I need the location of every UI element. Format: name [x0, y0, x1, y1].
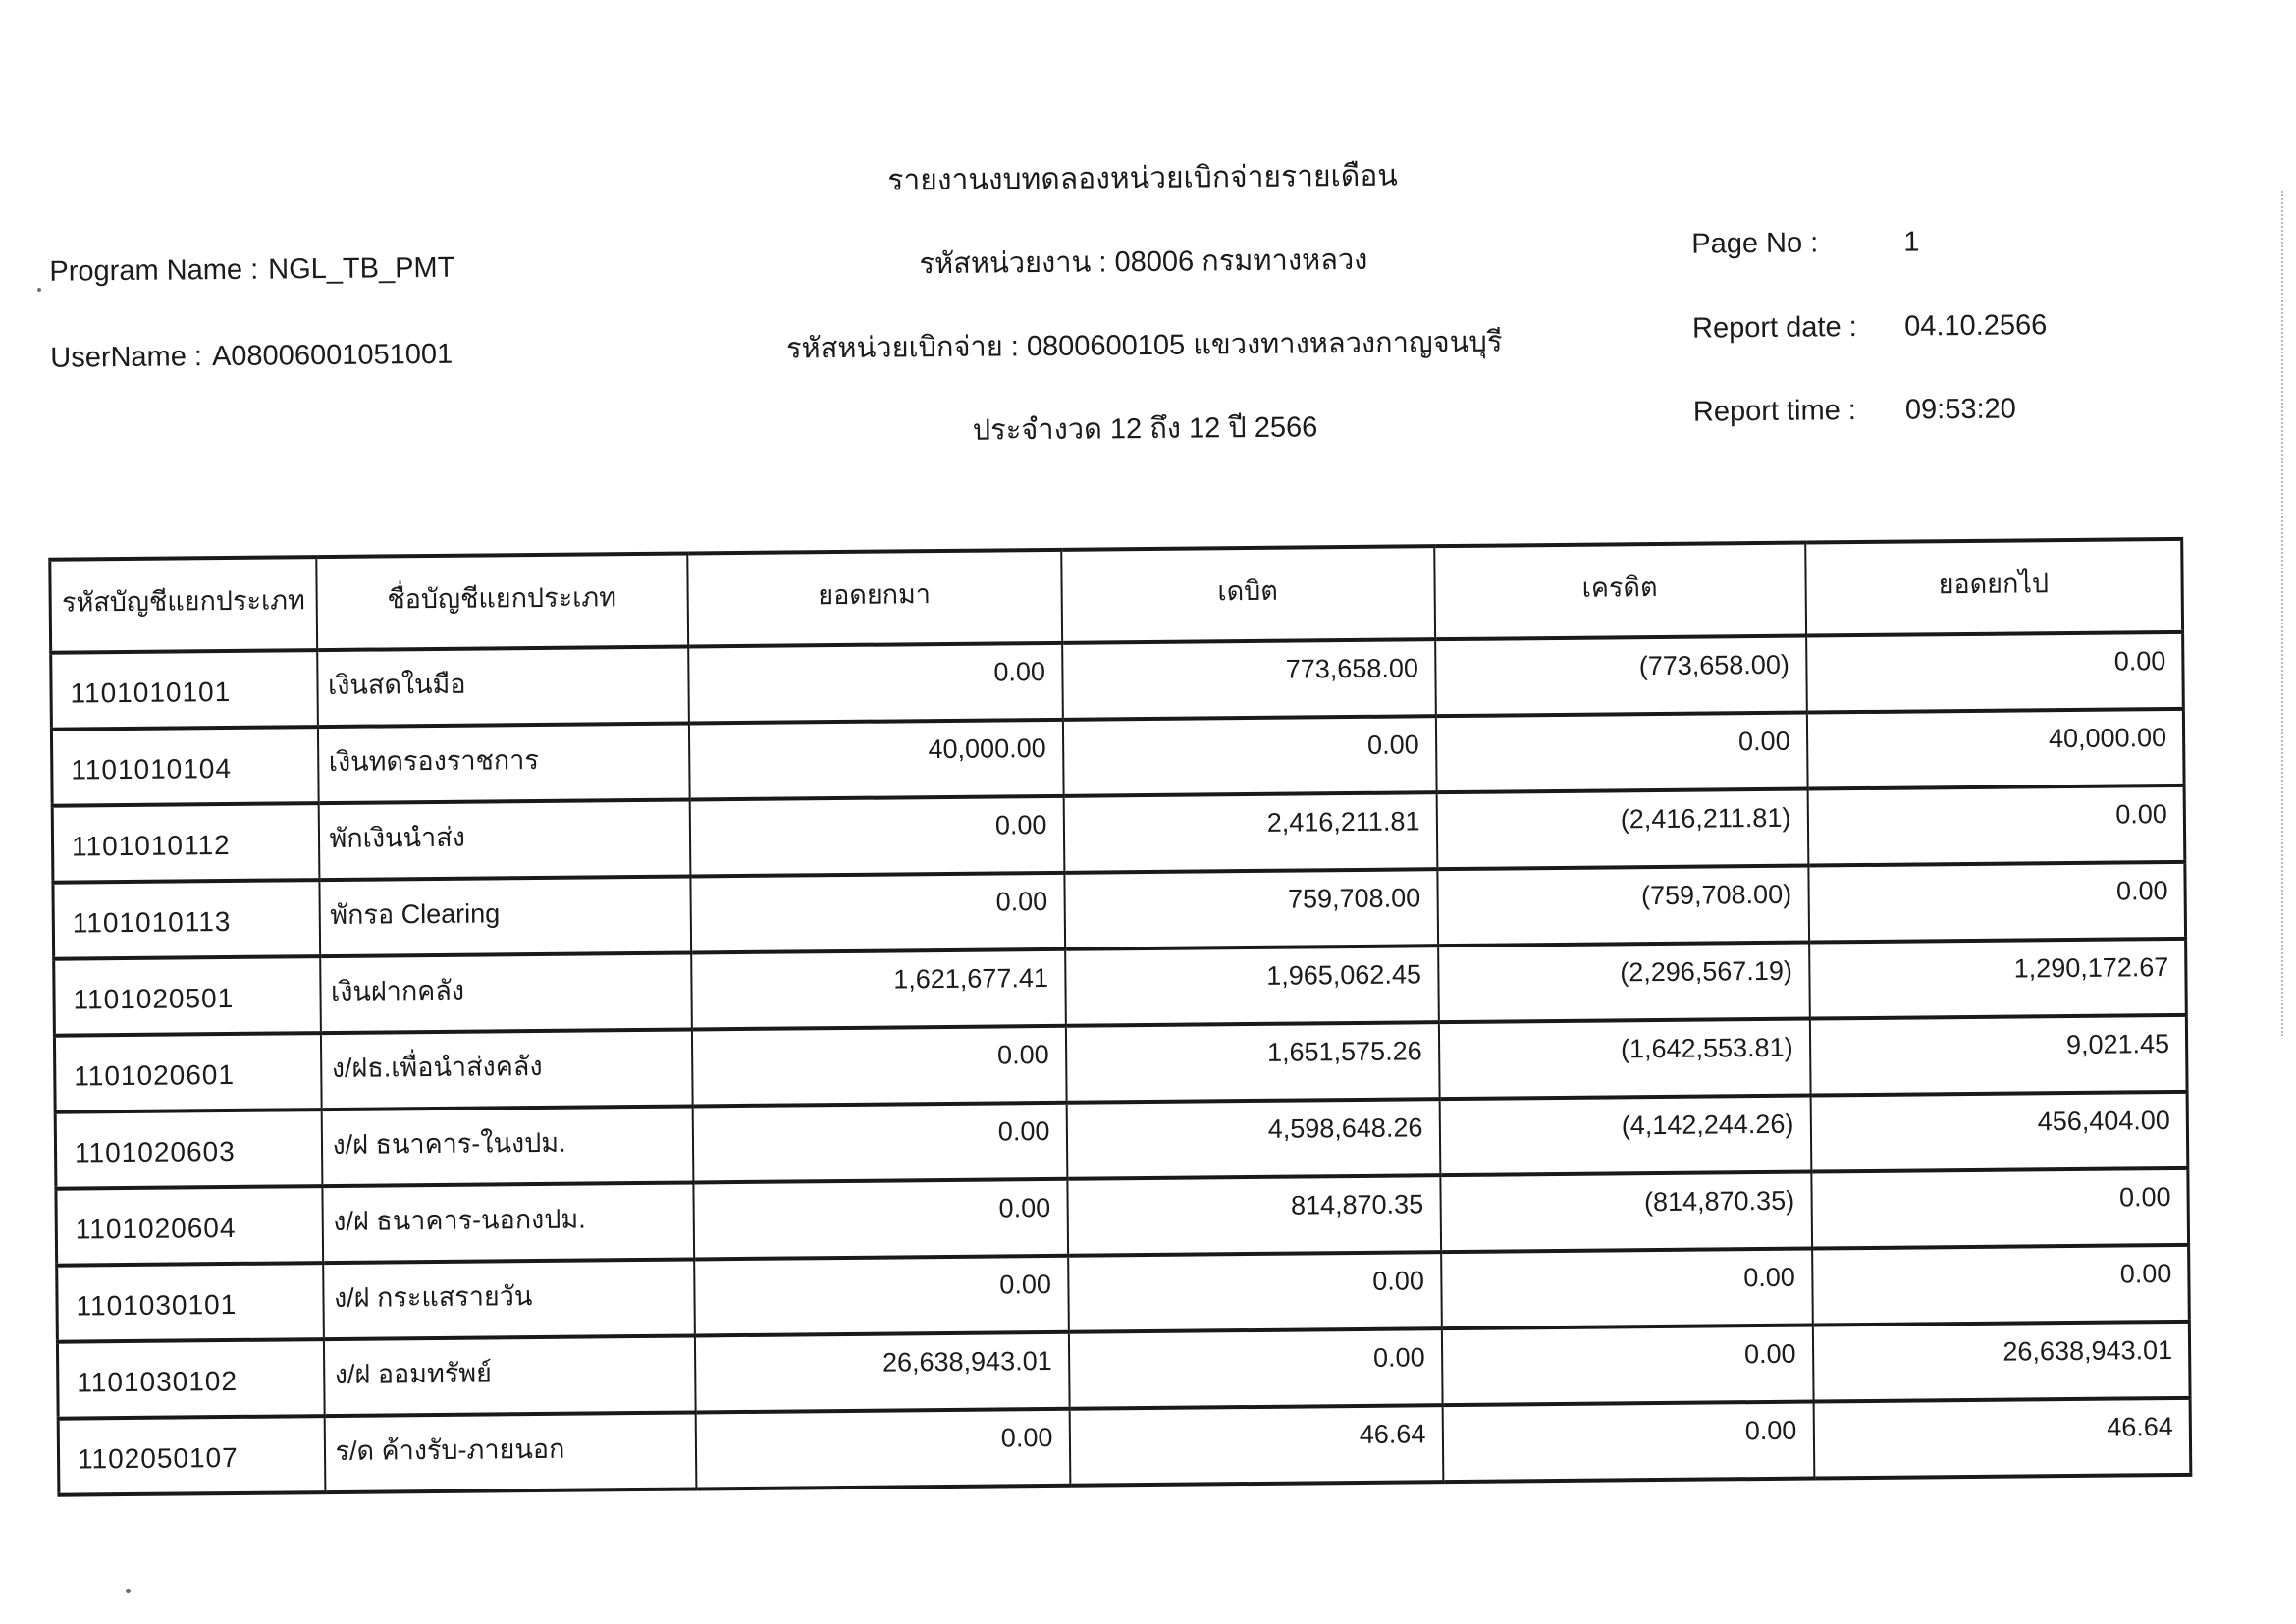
brought-forward-cell: 0.00: [691, 1026, 1066, 1107]
credit-cell: 0.00: [1442, 1402, 1814, 1483]
account-code-cell: 1101030102: [57, 1339, 324, 1419]
debit-cell: 46.64: [1069, 1405, 1443, 1486]
carried-forward-cell: 9,021.45: [1809, 1015, 2187, 1096]
report-time-value: 09:53:20: [1904, 393, 2017, 426]
account-code-cell: 1101020604: [56, 1186, 323, 1266]
debit-cell: 0.00: [1068, 1328, 1442, 1409]
scan-edge-dotted-line: [2281, 191, 2283, 1036]
carried-forward-cell: 0.00: [1811, 1168, 2189, 1249]
brought-forward-cell: 26,638,943.01: [694, 1332, 1069, 1413]
brought-forward-cell: 40,000.00: [688, 720, 1063, 800]
debit-cell: 1,965,062.45: [1065, 946, 1439, 1026]
debit-cell: 759,708.00: [1064, 869, 1438, 949]
carried-forward-cell: 46.64: [1813, 1398, 2191, 1479]
account-code-cell: 1101020501: [54, 956, 321, 1036]
account-code-cell: 1101010104: [51, 727, 318, 806]
brought-forward-cell: 0.00: [693, 1179, 1068, 1260]
program-name-label: Program Name :: [49, 253, 259, 288]
account-code-cell: 1101020601: [54, 1033, 321, 1112]
account-name-cell: ง/ฝ ธนาคาร-ในงปม.: [321, 1106, 693, 1186]
account-name-cell: ง/ฝ ธนาคาร-นอกงปม.: [322, 1182, 694, 1263]
brought-forward-cell: 0.00: [690, 873, 1065, 953]
credit-cell: (773,658.00): [1435, 636, 1807, 717]
brought-forward-cell: 0.00: [695, 1409, 1070, 1489]
username-line: [50, 339, 453, 375]
carried-forward-cell: 0.00: [1807, 785, 2185, 866]
account-name-cell: เงินสดในมือ: [317, 646, 689, 727]
program-name-line: [49, 252, 454, 289]
debit-cell: 0.00: [1068, 1252, 1442, 1332]
account-name-cell: ร/ด ค้างรับ-ภายนอก: [324, 1412, 696, 1492]
carried-forward-cell: 0.00: [1806, 632, 2184, 713]
program-name-value: NGL_TB_PMT: [268, 251, 455, 286]
account-code-cell: 1101020603: [55, 1110, 322, 1189]
debit-cell: 4,598,648.26: [1066, 1099, 1440, 1179]
account-code-cell: 1102050107: [58, 1416, 325, 1495]
brought-forward-cell: 0.00: [692, 1103, 1067, 1183]
column-header-account-name: ชื่อบัญชีแยกประเภท: [316, 554, 688, 651]
account-name-cell: เงินฝากคลัง: [320, 952, 692, 1033]
debit-cell: 1,651,575.26: [1065, 1022, 1439, 1103]
carried-forward-cell: 0.00: [1812, 1245, 2190, 1326]
period-line: ประจำงวด 12 ถึง 12 ปี 2566: [972, 411, 1318, 447]
disbursement-unit-line: รหัสหน่วยเบิกจ่าย : 0800600105 แขวงทางหลวงกาญจนบุรี: [785, 326, 1503, 365]
agency-code-line: รหัสหน่วยงาน : 08006 กรมทางหลวง: [919, 244, 1368, 281]
account-code-cell: 1101030101: [57, 1263, 324, 1342]
username-value: A08006001051001: [211, 338, 454, 373]
credit-cell: (4,142,244.26): [1439, 1096, 1811, 1176]
report-date-value: 04.10.2566: [1903, 309, 2048, 343]
credit-cell: 0.00: [1441, 1249, 1813, 1329]
debit-cell: 814,870.35: [1067, 1175, 1441, 1256]
column-header-brought-forward: ยอดยกมา: [687, 550, 1062, 647]
carried-forward-cell: 26,638,943.01: [1812, 1322, 2190, 1402]
page-no-line: [1691, 226, 1920, 260]
page-no-label: Page No :: [1691, 227, 1819, 260]
carried-forward-cell: 40,000.00: [1806, 709, 2184, 789]
account-name-cell: ง/ฝธ.เพื่อนำส่งคลัง: [320, 1029, 692, 1110]
brought-forward-cell: 0.00: [689, 796, 1064, 877]
account-name-cell: ง/ฝ กระแสรายวัน: [323, 1259, 695, 1339]
scan-speck: [126, 1589, 131, 1593]
account-name-cell: พักรอ Clearing: [319, 876, 691, 956]
brought-forward-cell: 0.00: [694, 1256, 1069, 1336]
username-label: UserName :: [50, 341, 203, 374]
account-name-cell: ง/ฝ ออมทรัพย์: [323, 1335, 695, 1416]
carried-forward-cell: 1,290,172.67: [1809, 939, 2187, 1019]
account-code-cell: 1101010101: [51, 650, 318, 730]
brought-forward-cell: 0.00: [688, 643, 1063, 724]
trial-balance-table-container: [48, 537, 2192, 1497]
scan-speck: [37, 288, 41, 292]
debit-cell: 0.00: [1062, 716, 1436, 796]
table-body: [51, 632, 2191, 1495]
credit-cell: (814,870.35): [1440, 1172, 1812, 1253]
column-header-account-code: รหัสบัญชีแยกประเภท: [50, 557, 317, 653]
page-no-value: 1: [1903, 226, 1920, 258]
trial-balance-table: [48, 537, 2192, 1497]
credit-cell: 0.00: [1435, 713, 1807, 793]
account-code-cell: 1101010112: [52, 803, 319, 883]
carried-forward-cell: 456,404.00: [1810, 1092, 2188, 1172]
brought-forward-cell: 1,621,677.41: [691, 949, 1066, 1030]
debit-cell: 2,416,211.81: [1063, 792, 1437, 873]
report-date-line: [1692, 309, 2048, 345]
column-header-debit: เดบิต: [1061, 546, 1435, 643]
credit-cell: (1,642,553.81): [1438, 1019, 1810, 1100]
report-time-line: [1693, 393, 2016, 428]
credit-cell: (2,416,211.81): [1436, 789, 1808, 870]
carried-forward-cell: 0.00: [1808, 862, 2186, 943]
page-title: รายงานงบทดลองหน่วยเบิกจ่ายรายเดือน: [887, 159, 1398, 197]
account-code-cell: 1101010113: [53, 880, 320, 959]
report-time-label: Report time :: [1692, 395, 1857, 428]
account-name-cell: เงินทดรองราชการ: [317, 723, 689, 803]
credit-cell: (2,296,567.19): [1438, 943, 1810, 1023]
column-header-credit: เครดิต: [1434, 543, 1806, 640]
credit-cell: 0.00: [1441, 1326, 1813, 1406]
debit-cell: 773,658.00: [1062, 639, 1436, 720]
credit-cell: (759,708.00): [1437, 866, 1809, 947]
column-header-carried-forward: ยอดยกไป: [1805, 539, 2183, 636]
report-date-label: Report date :: [1691, 311, 1857, 345]
account-name-cell: พักเงินนำส่ง: [318, 799, 690, 880]
